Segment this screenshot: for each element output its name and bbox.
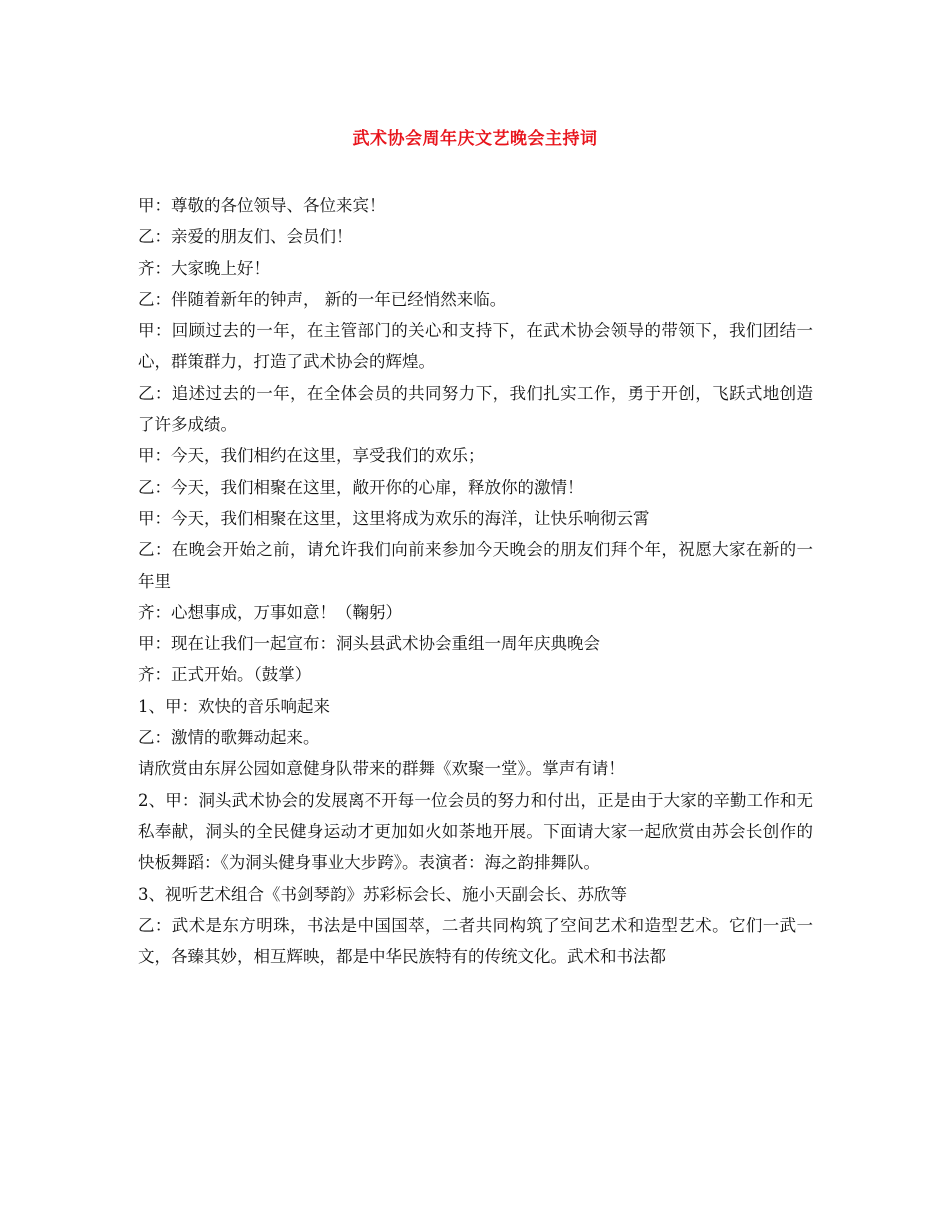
paragraph: 乙：在晚会开始之前，请允许我们向前来参加今天晚会的朋友们拜个年，祝愿大家在新的一年里	[138, 540, 813, 591]
document-body	[138, 190, 813, 972]
paragraph: 齐：心想事成，万事如意！（鞠躬）	[138, 602, 402, 622]
paragraph: 3、视听艺术组合《书剑琴韵》苏彩标会长、施小天副会长、苏欣等	[138, 884, 627, 904]
paragraph: 乙：武术是东方明珠，书法是中国国萃，二者共同构筑了空间艺术和造型艺术。它们一武一文，各臻其妙，相互辉映，都是中华民族特有的传统文化。武术和书法都	[138, 915, 813, 967]
paragraph: 请欣赏由东屏公园如意健身队带来的群舞《欢聚一堂》。掌声有请！	[138, 759, 625, 779]
paragraph: 齐：正式开始。（鼓掌）	[138, 665, 312, 685]
paragraph: 乙：追述过去的一年，在全体会员的共同努力下，我们扎实工作，勇于开创，飞跃式地创造了许多成绩。	[138, 383, 813, 435]
paragraph: 甲：今天，我们相聚在这里，这里将成为欢乐的海洋，让快乐响彻云霄	[138, 508, 650, 528]
paragraph: 乙：亲爱的朋友们、会员们！	[138, 227, 353, 247]
paragraph: 甲：今天，我们相约在这里，享受我们的欢乐；	[138, 446, 485, 466]
document-title: 武术协会周年庆文艺晚会主持词	[352, 129, 598, 149]
paragraph: 甲：尊敬的各位领导、各位来宾！	[138, 196, 386, 215]
paragraph: 乙：伴随着新年的钟声， 新的一年已经悄然来临。	[138, 289, 507, 309]
paragraph: 齐：大家晚上好！	[138, 258, 270, 278]
paragraph: 乙：激情的歌舞动起来。	[138, 728, 320, 748]
paragraph: 甲：现在让我们一起宣布：洞头县武术协会重组一周年庆典晚会	[138, 634, 600, 654]
paragraph: 乙：今天，我们相聚在这里，敞开你的心扉，释放你的激情！	[138, 477, 584, 497]
paragraph: 2、甲：洞头武术协会的发展离不开每一位会员的努力和付出，正是由于大家的辛勤工作和无私奉献，洞头的全民健身运动才更加如火如荼地开展。下面请大家一起欣赏由苏会长创作的快板舞蹈：《为洞头健身事业大步跨》。表演者：海之韵排舞队。	[138, 790, 813, 873]
paragraph: 甲：回顾过去的一年，在主管部门的关心和支持下，在武术协会领导的带领下，我们团结一心，群策群力，打造了武术协会的辉煌。	[138, 321, 813, 372]
paragraph: 1、甲：欢快的音乐响起来	[138, 696, 330, 716]
